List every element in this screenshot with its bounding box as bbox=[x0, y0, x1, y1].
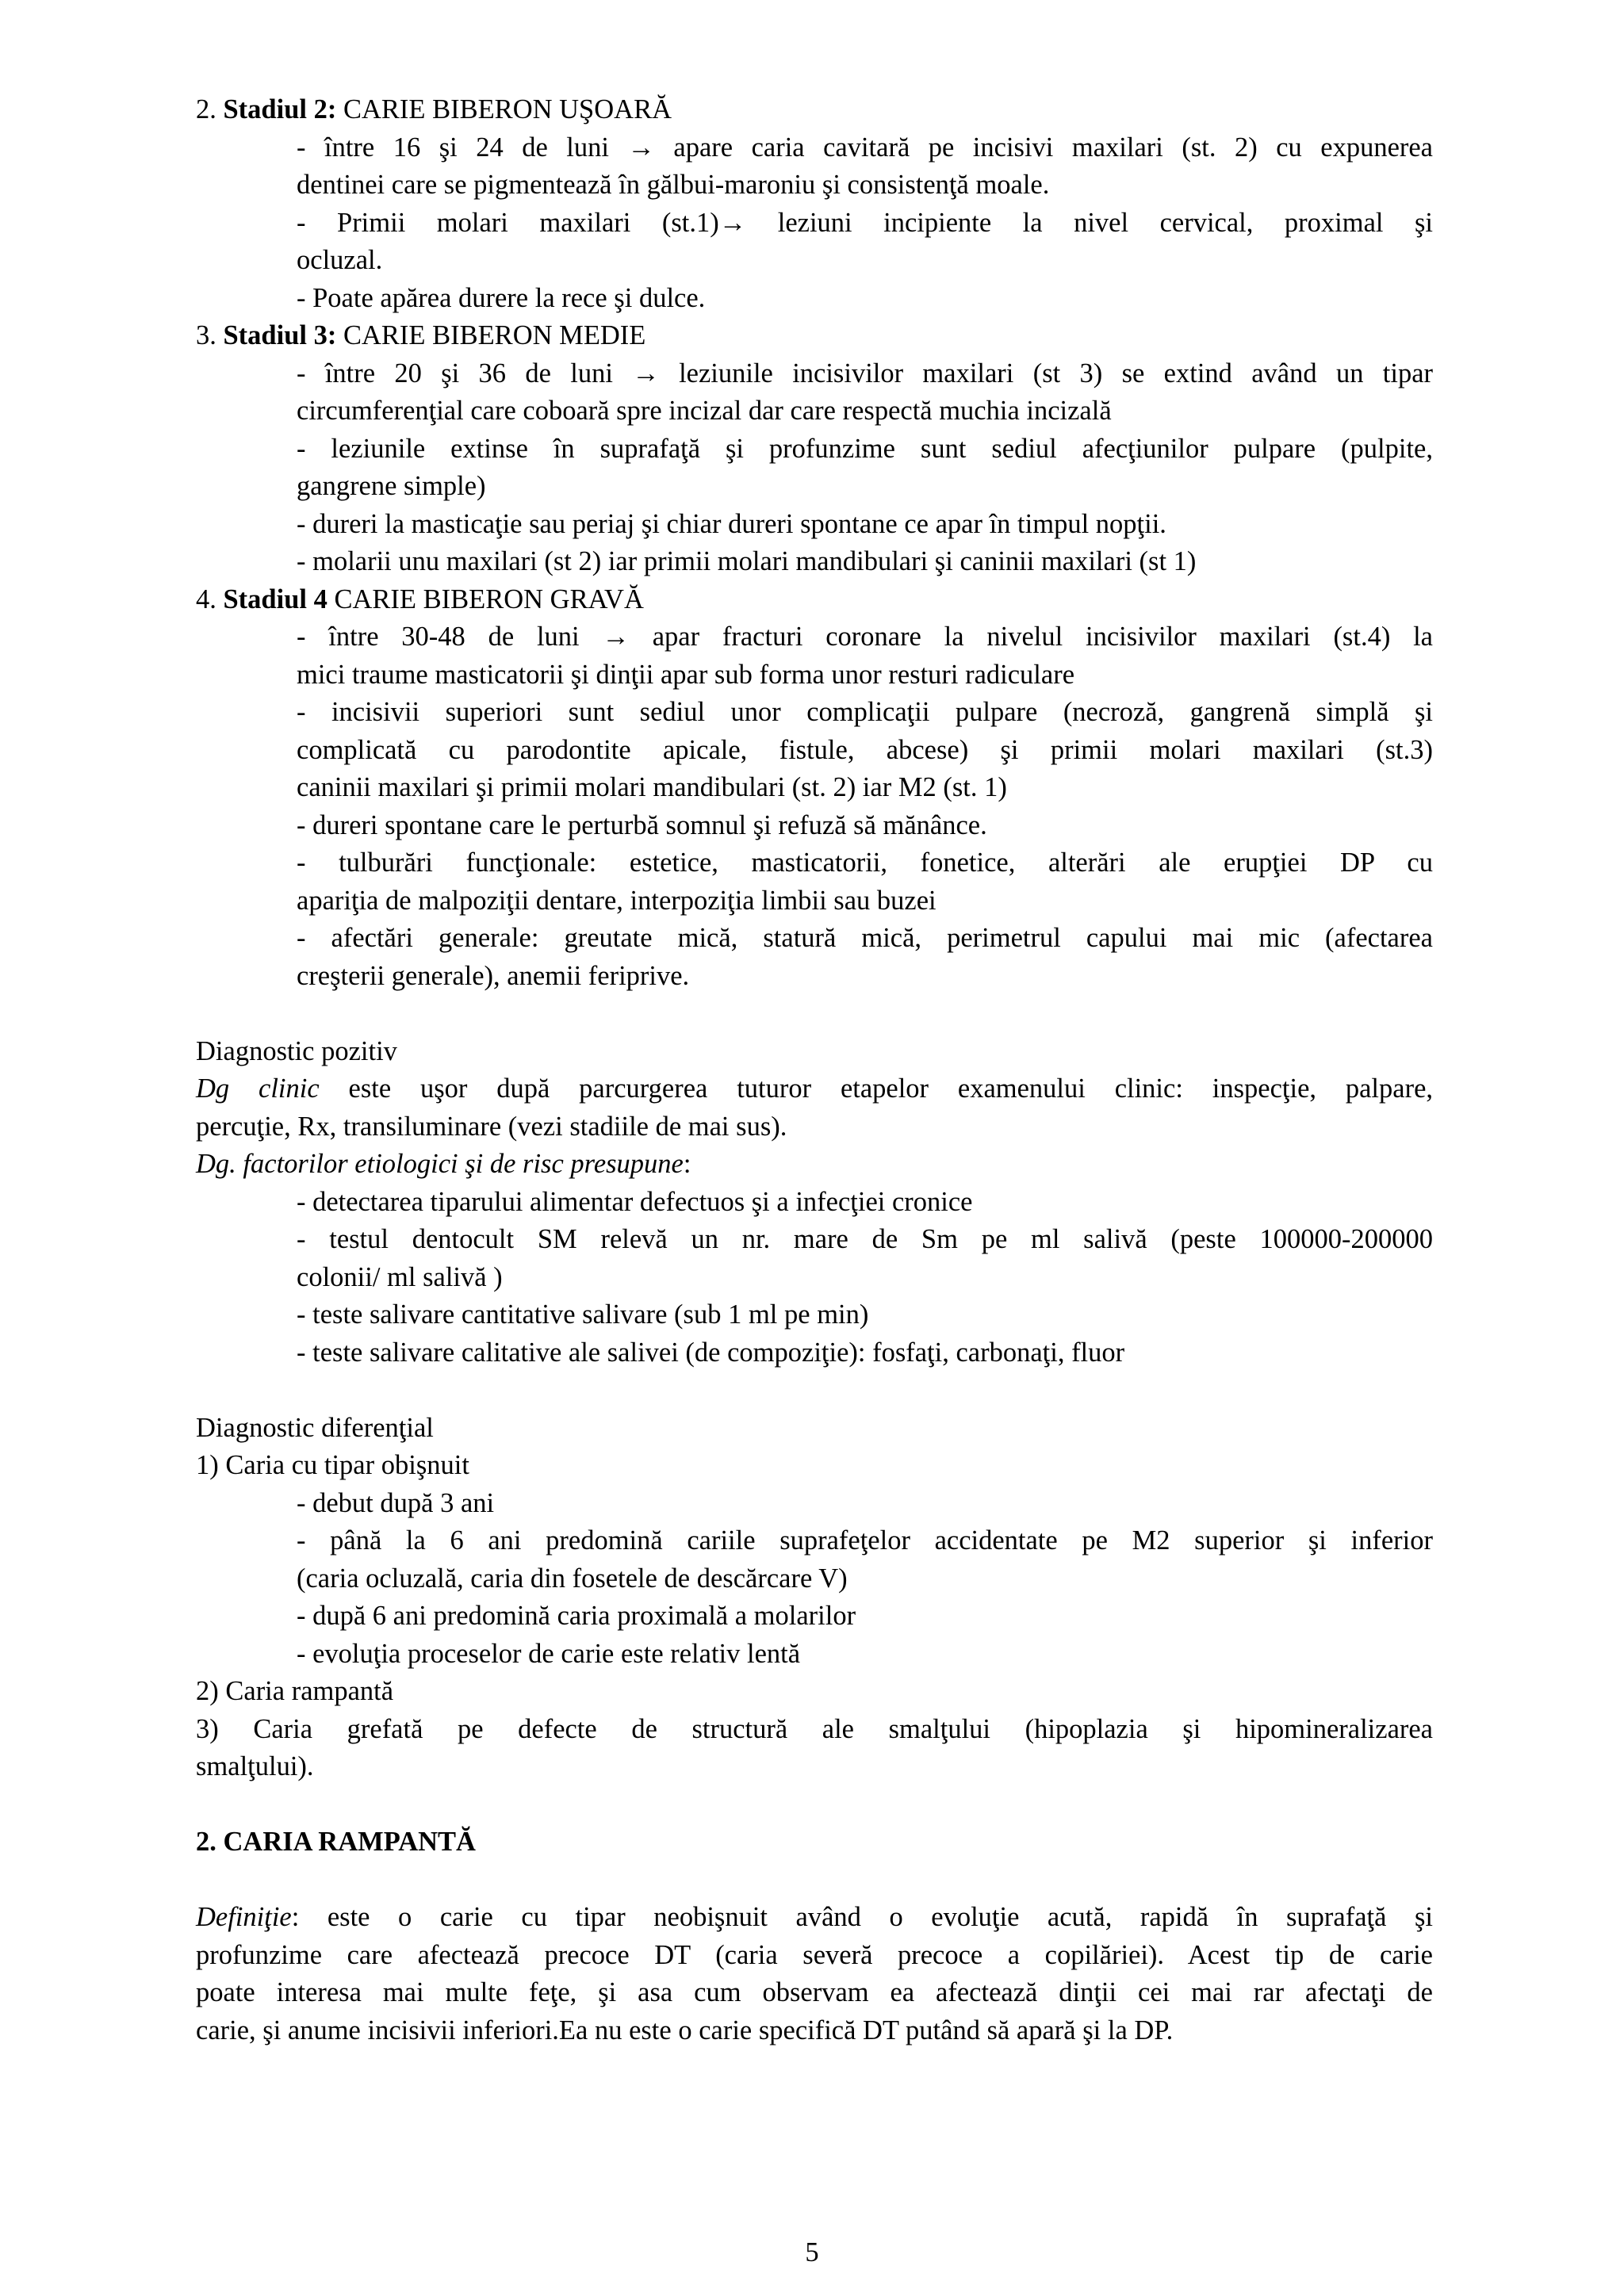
stage3-line: circumferenţial care coboară spre incizal dar care respectă muchia incizală bbox=[297, 396, 1112, 426]
spacer bbox=[196, 1372, 1433, 1410]
stage4-line: creşterii generale), anemii feriprive. bbox=[297, 960, 690, 991]
definition-line: carie, şi anume incisivii inferiori.Ea nu este o carie specifică DT putând să apară şi la DP. bbox=[196, 2015, 1174, 2045]
stage2-heading bbox=[196, 91, 1433, 129]
diag-pos-line: colonii/ ml salivă ) bbox=[297, 1261, 503, 1292]
spacer bbox=[196, 1862, 1433, 1900]
document-page bbox=[196, 91, 1433, 2049]
stage4-line: complicată cu parodontite apicale, fistule, abcese) şi primii molari maxilari (st.3) bbox=[297, 734, 1433, 765]
stage3-line: gangrene simple) bbox=[297, 471, 486, 501]
diag-factors-label: Dg. factorilor etiologici şi de risc presupune bbox=[196, 1149, 684, 1179]
stage4-label: Stadiul 4 bbox=[223, 584, 327, 614]
stage3-line: - leziunile extinse în suprafaţă şi profunzime sunt sediul afecţiunilor pulpare (pulpite, bbox=[297, 433, 1433, 464]
stage3-line: - molarii unu maxilari (st 2) iar primii molari mandibulari şi caninii maxilari (st 1) bbox=[297, 546, 1197, 576]
diag-dif-item-3: 3) Caria grefată pe defecte de structură ale smalţului (hipoplazia şi hipomineralizarea bbox=[196, 1713, 1433, 1744]
stage2-number: 2. bbox=[196, 94, 216, 124]
diag-pos-line: - detectarea tiparului alimentar defectuos şi a infecţiei cronice bbox=[297, 1186, 973, 1217]
diag-dif-line: - evoluţia proceselor de carie este relativ lentă bbox=[297, 1638, 801, 1669]
diag-factors-line bbox=[196, 1146, 1433, 1184]
stage4-line: - afectări generale: greutate mică, statură mică, perimetrul capului mai mic (afectarea bbox=[297, 923, 1433, 953]
section-heading: 2. CARIA RAMPANTĂ bbox=[196, 1827, 476, 1857]
diag-pos-line: - teste salivare calitative ale salivei (de compoziţie): fosfaţi, carbonaţi, fluor bbox=[297, 1337, 1125, 1368]
diag-clinic-label: Dg clinic bbox=[196, 1073, 320, 1104]
stage3-title: CARIE BIBERON MEDIE bbox=[336, 320, 646, 350]
diag-clinic-line bbox=[196, 1070, 1433, 1108]
stage4-line: - incisivii superiori sunt sediul unor complicaţii pulpare (necroză, gangrenă simplă şi bbox=[297, 697, 1433, 727]
stage4-heading bbox=[196, 581, 1433, 619]
stage2-label: Stadiul 2: bbox=[223, 94, 337, 124]
diag-dif-line: - debut după 3 ani bbox=[297, 1487, 495, 1518]
stage3-number: 3. bbox=[196, 320, 216, 350]
stage2-line: ocluzal. bbox=[297, 245, 383, 275]
diag-clinic-text: este uşor după parcurgerea tuturor etapelor examenului clinic: inspecţie, palpare, bbox=[319, 1073, 1434, 1104]
diag-dif-line: (caria ocluzală, caria din fosetele de descărcare V) bbox=[297, 1563, 848, 1594]
stage4-line: - între 30-48 de luni → apar fracturi coronare la nivelul incisivilor maxilari (st.4) la bbox=[297, 622, 1433, 652]
diag-dif-item-2: 2) Caria rampantă bbox=[196, 1676, 394, 1706]
stage3-line: - între 20 şi 36 de luni → leziunile incisivilor maxilari (st 3) se extind având un tipar bbox=[297, 358, 1433, 388]
stage4-line: - tulburări funcţionale: estetice, masticatorii, fonetice, alterări ale erupţiei DP cu bbox=[297, 848, 1433, 878]
stage4-line: apariţia de malpoziţii dentare, interpoziţia limbii sau buzei bbox=[297, 885, 936, 916]
diag-clinic-line-2: percuţie, Rx, transiluminare (vezi stadiile de mai sus). bbox=[196, 1111, 787, 1142]
definition-line bbox=[196, 1899, 1433, 1937]
definition-line: poate interesa mai multe feţe, şi asa cum observam ea afectează dinţii cei mai rar afectaţi de bbox=[196, 1977, 1433, 2007]
definition-label: Definiţie bbox=[196, 1902, 292, 1932]
spacer bbox=[196, 995, 1433, 1033]
stage4-line: caninii maxilari şi primii molari mandibulari (st. 2) iar M2 (st. 1) bbox=[297, 772, 1007, 802]
definition-line: profunzime care afectează precoce DT (caria severă precoce a copilăriei). Acest tip de carie bbox=[196, 1939, 1433, 1970]
diag-factors-colon: : bbox=[683, 1149, 691, 1179]
stage2-line: - Poate apărea durere la rece şi dulce. bbox=[297, 282, 706, 313]
stage2-line: dentinei care se pigmentează în gălbui-maroniu şi consistenţă moale. bbox=[297, 170, 1050, 200]
stage2-line: - Primii molari maxilari (st.1)→ leziuni incipiente la nivel cervical, proximal şi bbox=[297, 207, 1433, 238]
diag-pos-line: - teste salivare cantitative salivare (sub 1 ml pe min) bbox=[297, 1299, 869, 1330]
stage3-heading bbox=[196, 317, 1433, 355]
diag-dif-item-3-cont: smalţului). bbox=[196, 1751, 314, 1781]
stage3-line: - dureri la masticaţie sau periaj şi chiar dureri spontane ce apar în timpul nopţii. bbox=[297, 508, 1166, 539]
diag-dif-item-1: 1) Caria cu tipar obişnuit bbox=[196, 1450, 469, 1480]
spacer bbox=[196, 1786, 1433, 1824]
diag-pos-line: - testul dentocult SM relevă un nr. mare de Sm pe ml salivă (peste 100000-200000 bbox=[297, 1224, 1433, 1254]
diag-dif-line: - după 6 ani predomină caria proximală a molarilor bbox=[297, 1601, 856, 1631]
diag-dif-heading: Diagnostic diferenţial bbox=[196, 1412, 434, 1443]
stage2-line: - între 16 şi 24 de luni → apare caria cavitară pe incisivi maxilari (st. 2) cu expunerea bbox=[297, 132, 1433, 163]
diag-pos-heading: Diagnostic pozitiv bbox=[196, 1035, 397, 1066]
definition-text: : este o carie cu tipar neobişnuit având o evoluţie acută, rapidă în suprafaţă şi bbox=[291, 1902, 1433, 1932]
stage4-line: mici traume masticatorii şi dinţii apar sub forma unor resturi radiculare bbox=[297, 659, 1075, 690]
diag-dif-line: - până la 6 ani predomină cariile suprafeţelor accidentate pe M2 superior şi inferior bbox=[297, 1525, 1433, 1556]
page-number: 5 bbox=[805, 2237, 819, 2267]
stage4-title: CARIE BIBERON GRAVĂ bbox=[327, 584, 644, 614]
stage3-label: Stadiul 3: bbox=[223, 320, 337, 350]
stage4-line: - dureri spontane care le perturbă somnul şi refuză să mănânce. bbox=[297, 809, 987, 840]
stage4-number: 4. bbox=[196, 584, 216, 614]
stage2-title: CARIE BIBERON UŞOARĂ bbox=[336, 94, 672, 124]
